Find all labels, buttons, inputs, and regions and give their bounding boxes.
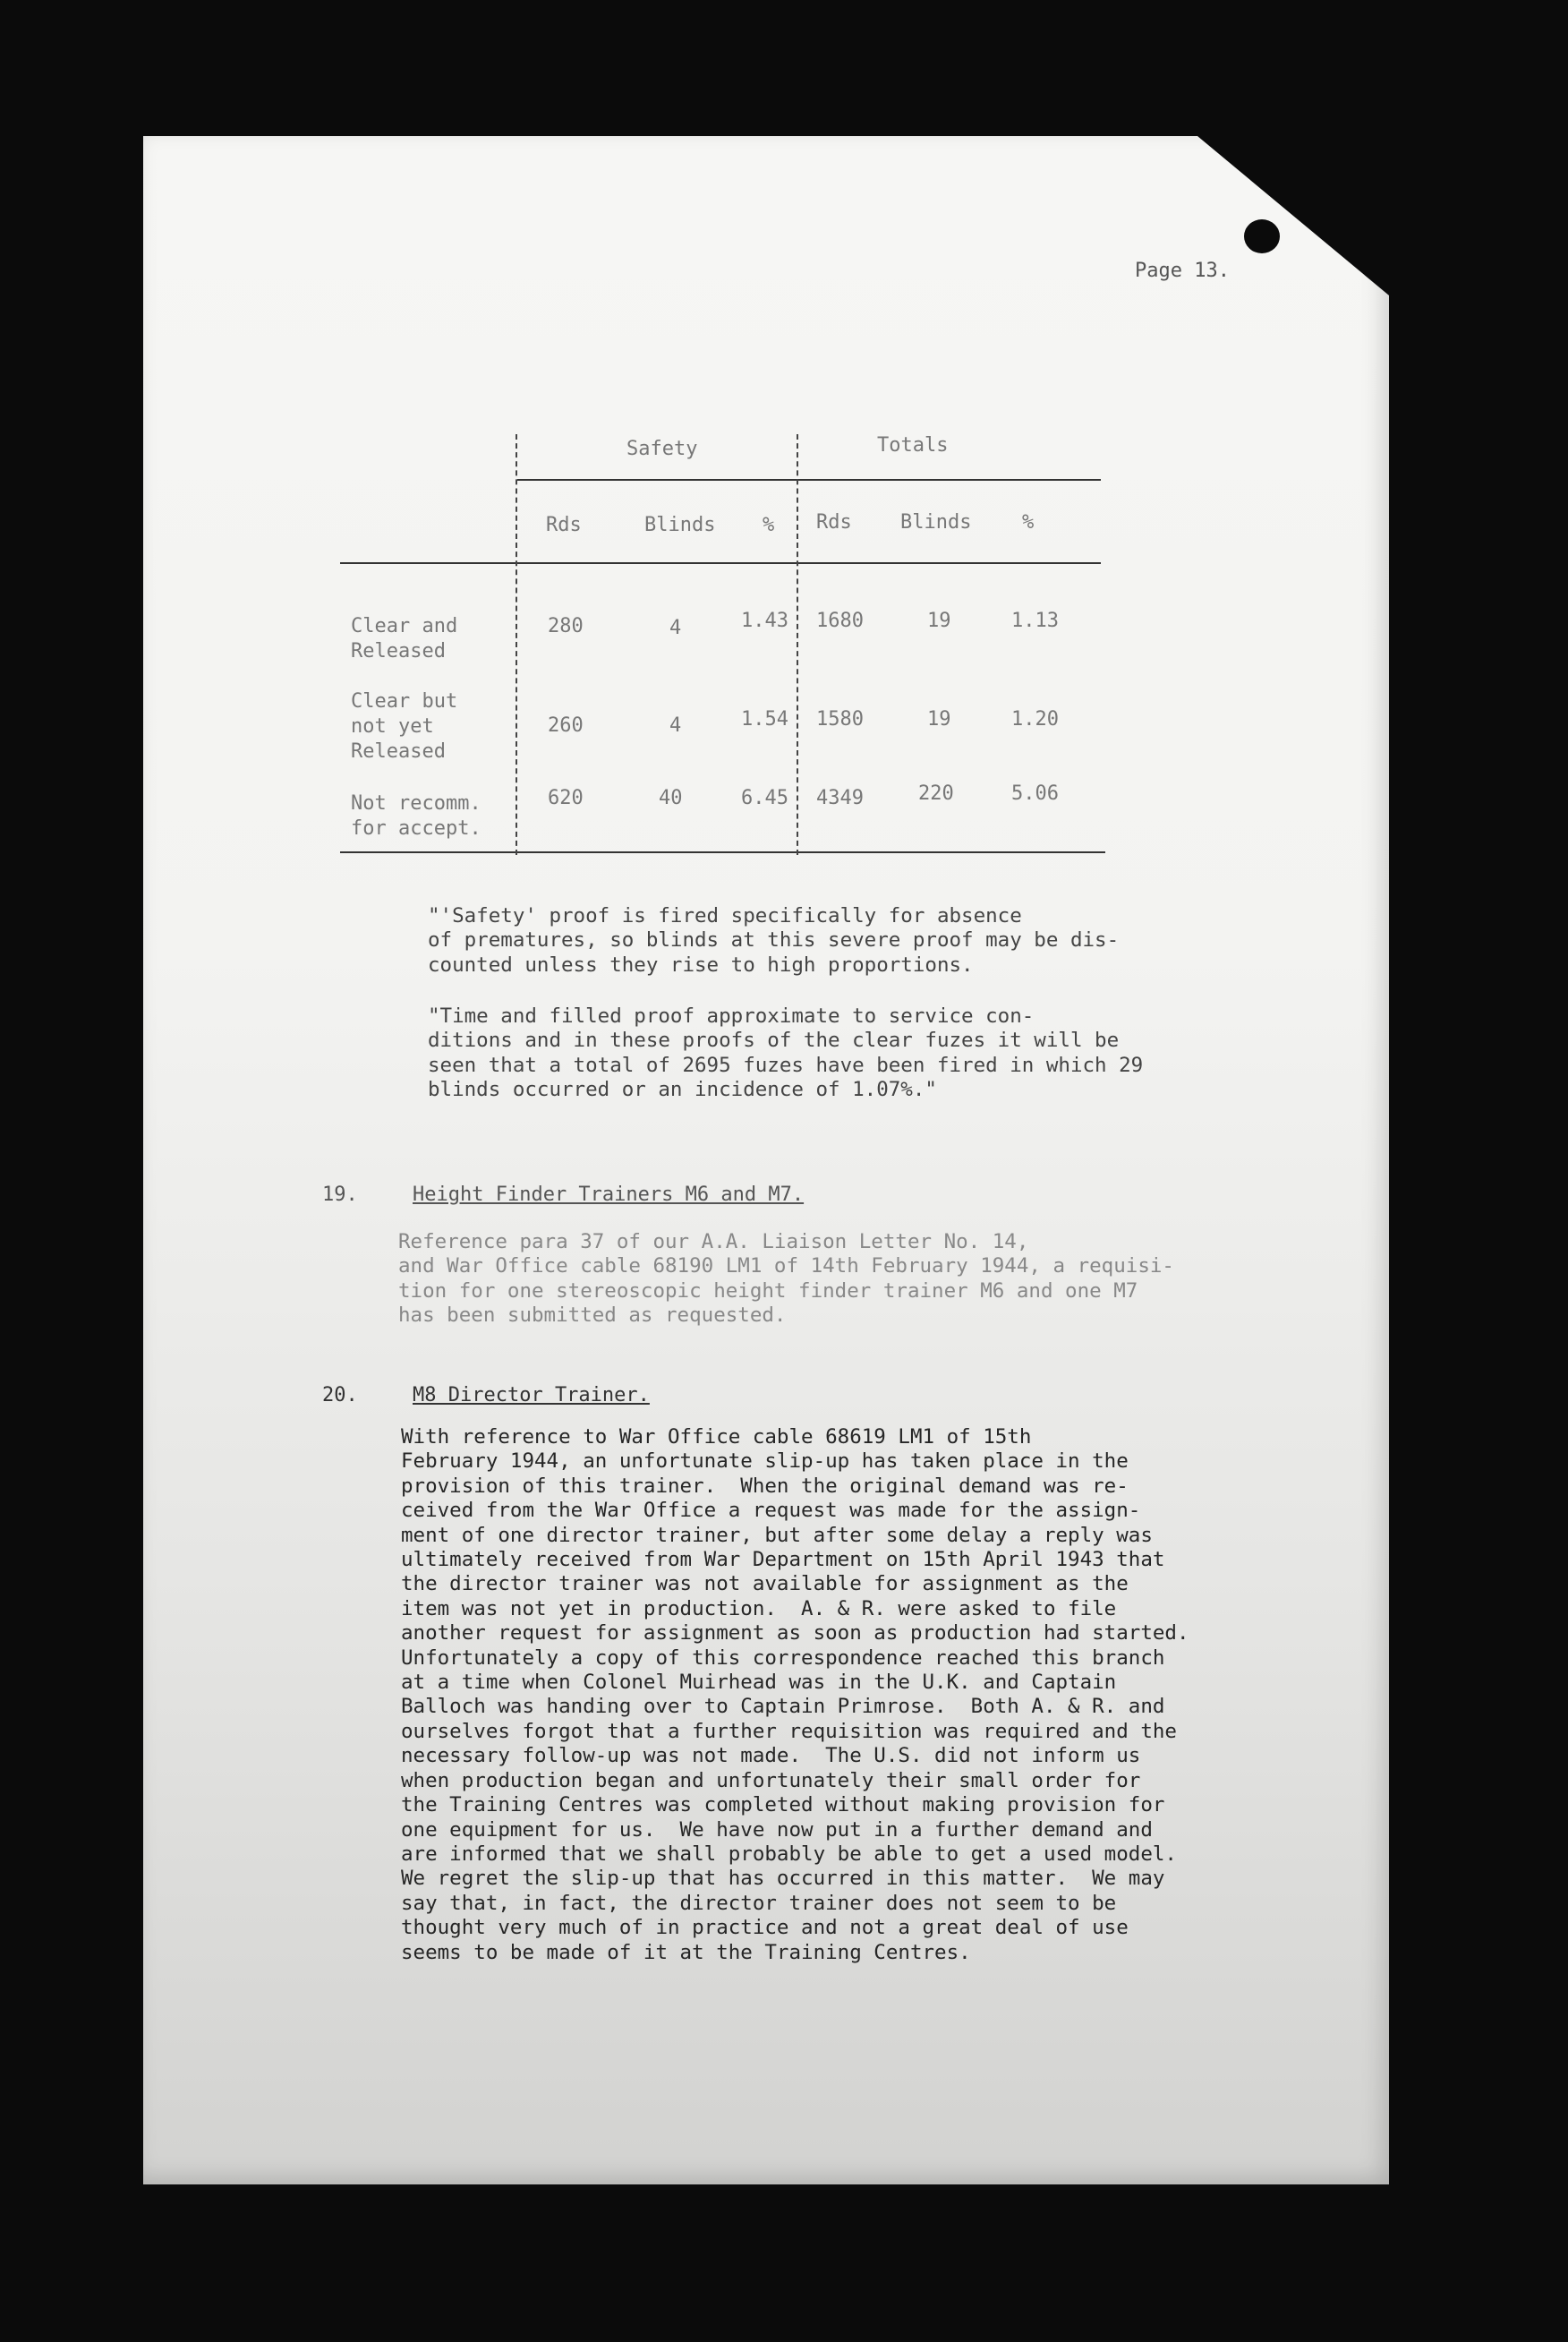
quote-safety-proof: "'Safety' proof is fired specifically for absence of prematures, so blinds at this severe proof may be dis- counted unless they rise to high proportions.: [428, 904, 1120, 977]
table-cell: 5.06: [1011, 782, 1059, 805]
section-20-heading: [322, 1384, 650, 1406]
section-title: M8 Director Trainer.: [413, 1384, 650, 1406]
row-label: Released: [351, 740, 446, 763]
group-header-safety: Safety: [626, 438, 698, 460]
table-divider-mid: [797, 434, 798, 855]
table-cell: 1580: [816, 708, 864, 731]
row-label: Clear but: [351, 690, 458, 713]
quote-time-filled-proof: "Time and filled proof approximate to service con- ditions and in these proofs of the clear fuzes it will be seen that a total of 2695 fuzes have been fired in which 29 blinds occurred or an incidence of 1.07%.": [428, 1004, 1144, 1102]
table-cell: 19: [927, 610, 951, 632]
section-number: 20.: [322, 1384, 358, 1406]
table-cell: 19: [927, 708, 951, 731]
table-cell: 1.43: [741, 610, 788, 632]
table-cell: 6.45: [741, 787, 788, 809]
section-title: Height Finder Trainers M6 and M7.: [413, 1184, 805, 1206]
table-cell: 260: [548, 714, 584, 737]
section-19-body: Reference para 37 of our A.A. Liaison Letter No. 14, and War Office cable 68190 LM1 of 14th February 1944, a requisi- tion for one stereoscopic height finder trainer M6 and one M7 has been submitted as requested.: [398, 1230, 1174, 1328]
col-header: Blinds: [644, 514, 716, 536]
section-20-body: With reference to War Office cable 68619 LM1 of 15th February 1944, an unfortunate slip-up has taken place in the provision of this trainer. When the original demand was re- ceived from the War Office a request was made for the assign- ment of one director trainer, but after some delay a reply was ultimately received from War Department on 15th April 1943 that the director trainer was not available for assignment as the item was not yet in production. A. & R. were asked to file another request for assignment as soon as production had started. Unfortunately a copy of this correspondence reached this branch at a time when Colonel Muirhead was in the U.K. and Captain Balloch was handing over to Captain Primrose. Both A. & R. and ourselves forgot that a further requisition was required and the necessary follow-up was not made. The U.S. did not inform us when production began and unfortunately their small order for the Training Centres was completed without making provision for one equipment for us. We have now put in a further demand and are informed that we shall probably be able to get a used model. We regret the slip-up that has occurred in this matter. We may say that, in fact, the director trainer does not seem to be thought very much of in practice and not a great deal of use seems to be made of it at the Training Centres.: [401, 1425, 1189, 1964]
table-cell: 220: [918, 782, 954, 805]
table-rule-bottom: [340, 851, 1105, 853]
table-rule-header: [340, 562, 1101, 564]
row-label: not yet: [351, 715, 434, 738]
table-cell: 1.13: [1011, 610, 1059, 632]
table-cell: 40: [659, 787, 683, 809]
table-cell: 4: [669, 617, 682, 639]
table-cell: 280: [548, 615, 584, 637]
group-header-totals: Totals: [877, 434, 949, 457]
page-number: Page 13.: [1135, 260, 1230, 282]
table-cell: 4: [669, 714, 682, 737]
col-header: %: [763, 514, 775, 536]
table-rule-group: [517, 479, 1101, 481]
punch-hole: [1244, 219, 1280, 253]
col-header: %: [1022, 511, 1035, 534]
table-divider-left: [516, 434, 517, 855]
row-label: for accept.: [351, 817, 481, 840]
row-label: Not recomm.: [351, 792, 481, 815]
row-label: Released: [351, 640, 446, 662]
table-cell: 1.54: [741, 708, 788, 731]
section-19-heading: [322, 1184, 804, 1206]
table-cell: 1680: [816, 610, 864, 632]
table-cell: 620: [548, 787, 584, 809]
section-number: 19.: [322, 1184, 358, 1206]
col-header: Rds: [546, 514, 582, 536]
table-cell: 4349: [816, 787, 864, 809]
row-label: Clear and: [351, 615, 458, 637]
table-cell: 1.20: [1011, 708, 1059, 731]
col-header: Rds: [816, 511, 852, 534]
col-header: Blinds: [900, 511, 972, 534]
